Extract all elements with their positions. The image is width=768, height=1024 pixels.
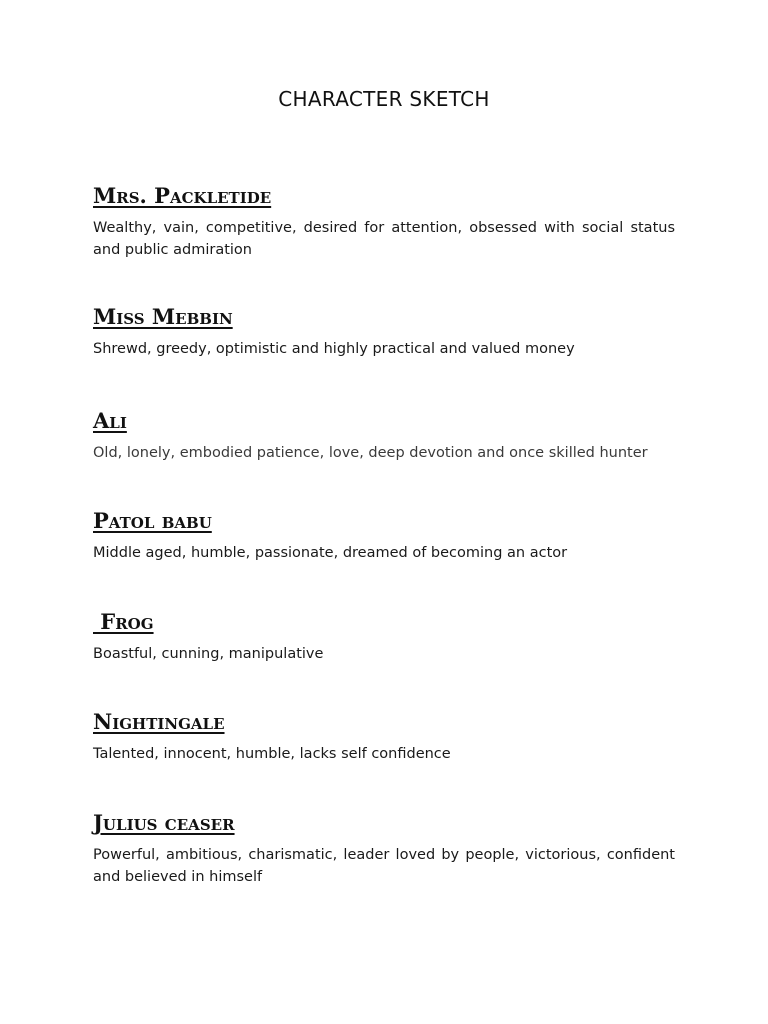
character-name: Julius ceaser <box>93 810 235 835</box>
page-title: CHARACTER SKETCH <box>278 87 490 111</box>
character-entry-julius-ceaser <box>93 810 675 888</box>
character-description: Talented, innocent, humble, lacks self confidence <box>93 746 451 762</box>
character-entry-mrs-packletide <box>93 183 675 261</box>
character-entry-ali <box>93 408 675 464</box>
character-name: Miss Mebbin <box>93 304 233 329</box>
character-name: Nightingale <box>93 709 225 734</box>
character-name: Ali <box>93 408 127 433</box>
character-entry-nightingale <box>93 709 675 765</box>
character-name: Frog <box>93 609 154 634</box>
character-description: Powerful, ambitious, charismatic, leader loved by people, victorious, confident and believed in himself <box>93 847 675 885</box>
character-description: Shrewd, greedy, optimistic and highly practical and valued money <box>93 341 575 357</box>
character-entry-frog <box>93 609 675 665</box>
character-description: Middle aged, humble, passionate, dreamed of becoming an actor <box>93 545 568 561</box>
character-description: Old, lonely, embodied patience, love, deep devotion and once skilled hunter <box>93 445 648 461</box>
character-entry-miss-mebbin <box>93 304 675 360</box>
character-description: Wealthy, vain, competitive, desired for attention, obsessed with social status and public admiration <box>93 220 675 258</box>
character-description: Boastful, cunning, manipulative <box>93 646 324 662</box>
character-name: Mrs. Packletide <box>93 183 272 208</box>
character-name: Patol babu <box>93 508 212 533</box>
character-entry-patol-babu <box>93 508 675 564</box>
